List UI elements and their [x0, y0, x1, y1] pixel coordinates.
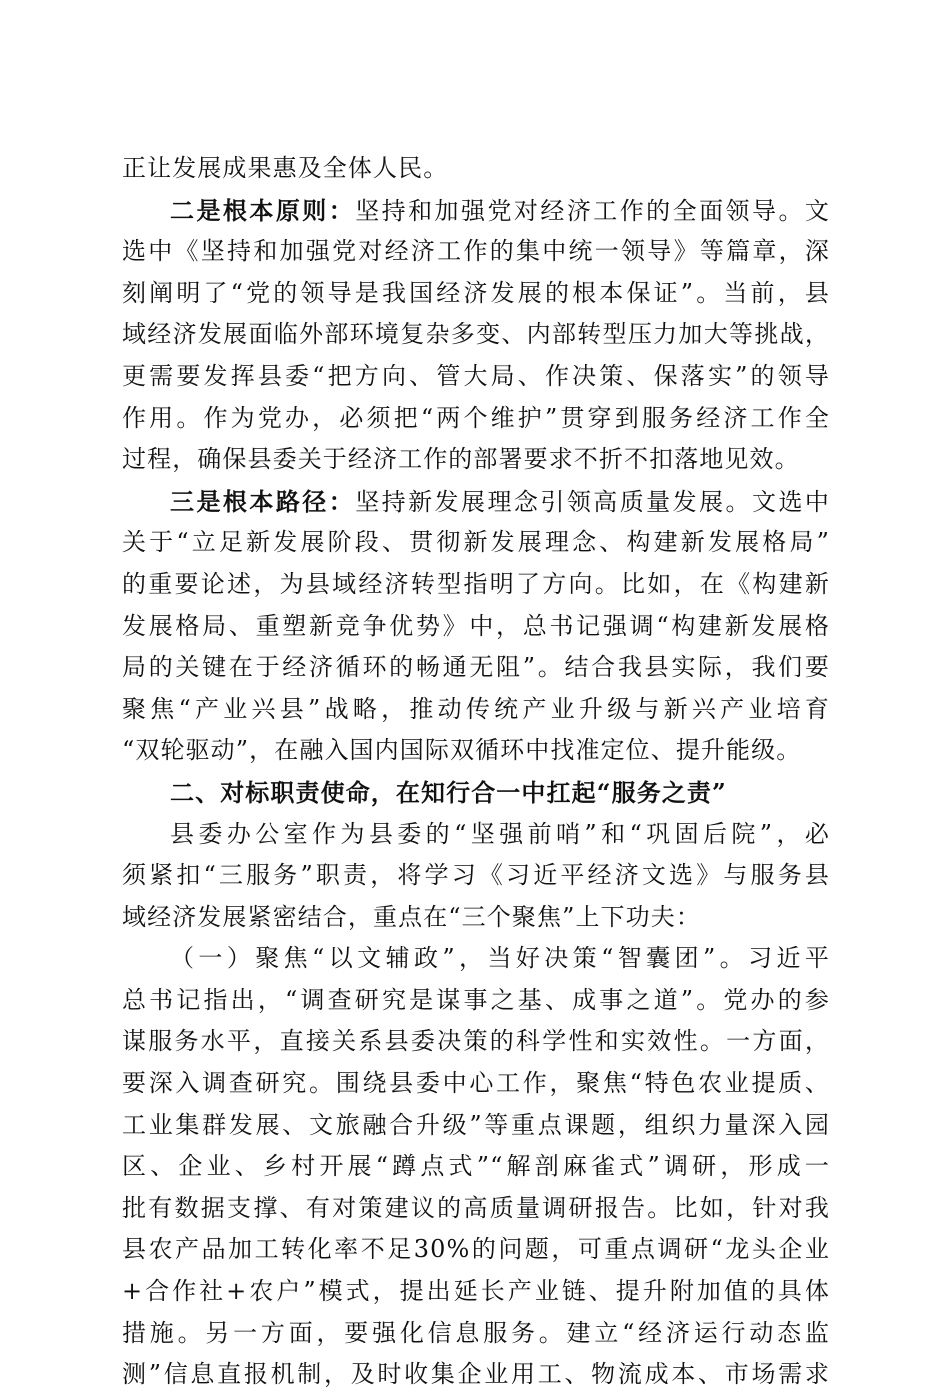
text-line: 测”信息直报机制，及时收集企业用工、物流成本、市场需求: [122, 1360, 830, 1389]
document-body: [122, 148, 830, 1396]
text-line: 要深入调查研究。围绕县委中心工作，聚焦“特色农业提质、: [122, 1069, 830, 1098]
section-heading: 二、对标职责使命，在知行合一中扛起“服务之责”: [170, 777, 727, 807]
paragraph-lead-line: [122, 481, 830, 523]
text-line: 区、企业、乡村开展“蹲点式”“解剖麻雀式”调研，形成一: [122, 1152, 830, 1181]
text-line: 域经济发展紧密结合，重点在“三个聚焦”上下功夫：: [122, 902, 701, 931]
text-line: （一）聚焦“以文辅政”，当好决策“智囊团”。习近平: [170, 944, 830, 973]
text-line: 选中《坚持和加强党对经济工作的集中统一领导》等篇章，深: [122, 237, 830, 266]
paragraph-lead: 三是根本路径：: [170, 486, 356, 516]
text-line: “双轮驱动”，在融入国内国际双循环中找准定位、提升能级。: [122, 736, 802, 765]
paragraph-lead-line: [122, 190, 830, 232]
text-line: 总书记指出，“调查研究是谋事之基、成事之道”。党办的参: [122, 985, 830, 1014]
text-line: 刻阐明了“党的领导是我国经济发展的根本保证”。当前，县: [122, 278, 830, 307]
text-line: 县委办公室作为县委的“坚强前哨”和“巩固后院”，必: [170, 819, 830, 848]
text-line: 局的关键在于经济循环的畅通无阻”。结合我县实际，我们要: [122, 653, 830, 682]
text-line: 域经济发展面临外部环境复杂多变、内部转型压力加大等挑战，: [122, 320, 830, 349]
text-line: 正让发展成果惠及全体人民。: [122, 154, 449, 182]
paragraph-text: 坚持新发展理念引领高质量发展。文选中: [355, 487, 830, 516]
text-line: 发展格局、重塑新竞争优势》中，总书记强调“构建新发展格: [122, 611, 830, 640]
paragraph-text: 坚持和加强党对经济工作的全面领导。文: [355, 196, 830, 225]
text-line: 批有数据支撑、有对策建议的高质量调研报告。比如，针对我: [122, 1193, 830, 1222]
text-line: 谋服务水平，直接关系县委决策的科学性和实效性。一方面，: [122, 1027, 830, 1056]
text-line: 关于“立足新发展阶段、贯彻新发展理念、构建新发展格局”: [122, 528, 830, 557]
text-line: 过程，确保县委关于经济工作的部署要求不折不扣落地见效。: [122, 445, 800, 474]
paragraph-lead: 二是根本原则：: [170, 195, 356, 225]
text-line: 须紧扣“三服务”职责，将学习《习近平经济文选》与服务县: [122, 861, 830, 890]
text-line: 作用。作为党办，必须把“两个维护”贯穿到服务经济工作全: [122, 403, 830, 432]
text-line: 工业集群发展、文旅融合升级”等重点课题，组织力量深入园: [122, 1110, 830, 1139]
text-line: +合作社+农户”模式，提出延长产业链、提升附加值的具体: [122, 1277, 830, 1306]
text-line: 聚焦“产业兴县”战略，推动传统产业升级与新兴产业培育: [122, 694, 830, 723]
text-line: 措施。另一方面，要强化信息服务。建立“经济运行动态监: [122, 1318, 830, 1347]
text-line: 的重要论述，为县域经济转型指明了方向。比如，在《构建新: [122, 569, 830, 598]
text-line: 县农产品加工转化率不足30%的问题，可重点调研“龙头企业: [122, 1235, 830, 1264]
text-line: 更需要发挥县委“把方向、管大局、作决策、保落实”的领导: [122, 361, 830, 390]
